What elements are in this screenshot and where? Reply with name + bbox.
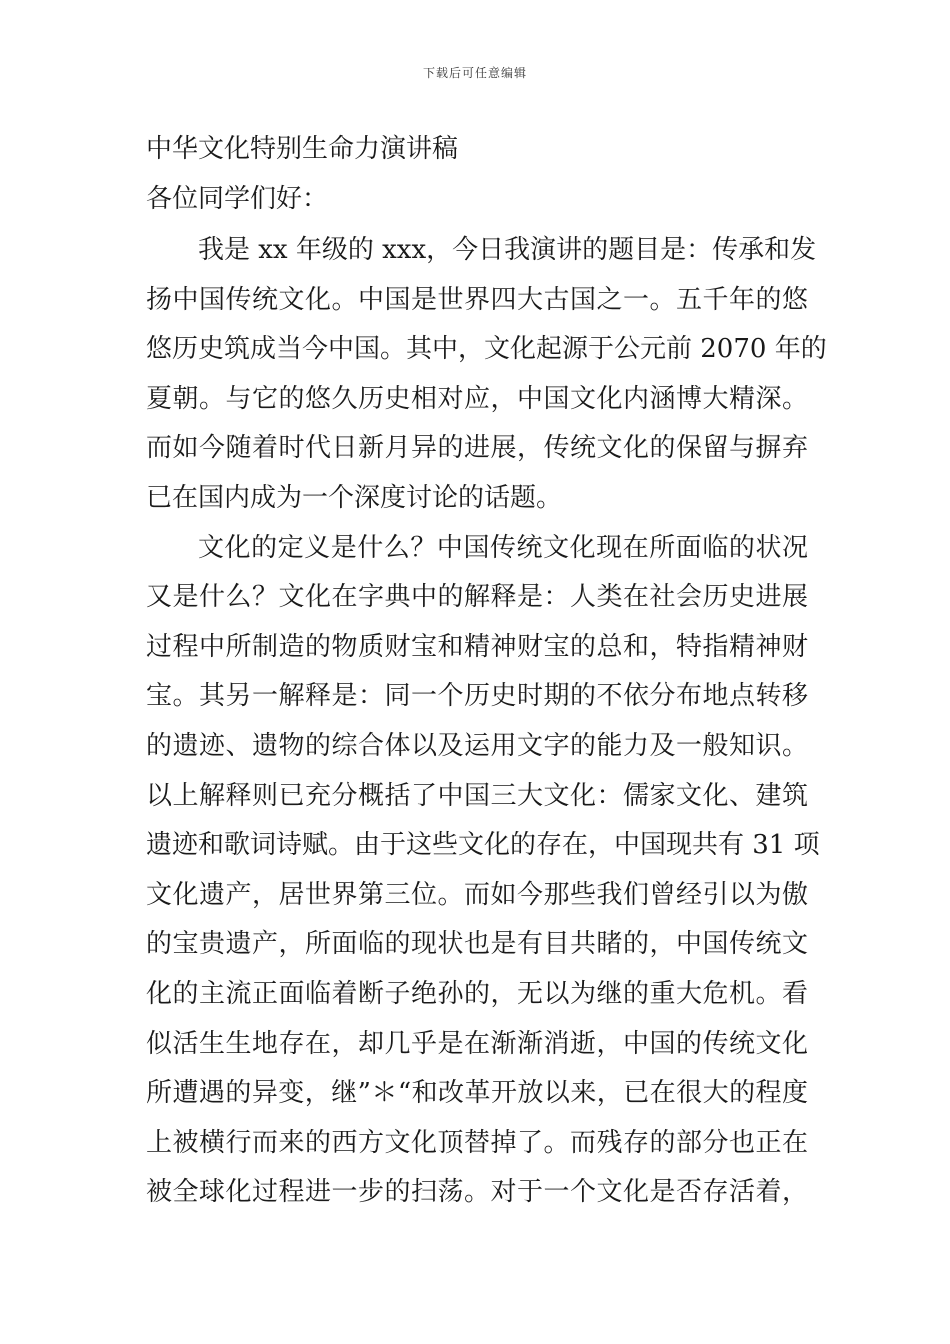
paragraph-line: 似活生生地存在，却几乎是在渐渐消逝，中国的传统文化 (146, 1028, 808, 1059)
paragraph-line: 化的主流正面临着断子绝孙的，无以为继的重大危机。看 (146, 978, 808, 1009)
page-header-note: 下载后可任意编辑 (422, 66, 527, 80)
paragraph-line: 过程中所制造的物质财宝和精神财宝的总和，特指精神财 (146, 631, 808, 662)
paragraph-line: 而如今随着时代日新月异的进展，传统文化的保留与摒弃 (146, 433, 808, 464)
paragraph-line: 所遭遇的异变，继”＊“和改革开放以来，已在很大的程度 (146, 1078, 808, 1109)
document-title: 中华文化特别生命力演讲稿 (146, 134, 459, 164)
paragraph-line: 被全球化过程进一步的扫荡。对于一个文化是否存活着， (146, 1177, 808, 1208)
paragraph-line: 的宝贵遗产，所面临的现状也是有目共睹的，中国传统文 (146, 929, 808, 960)
paragraph-2 (146, 524, 820, 1218)
paragraph-line: 又是什么？文化在字典中的解释是：人类在社会历史进展 (146, 582, 808, 613)
paragraph-line: 夏朝。与它的悠久历史相对应，中国文化内涵博大精深。 (146, 383, 808, 414)
paragraph-line: 文化遗产，居世界第三位。而如今那些我们曾经引以为傲 (146, 879, 808, 910)
paragraph-line: 的遗迹、遗物的综合体以及运用文字的能力及一般知识。 (146, 730, 808, 761)
paragraph-line: 扬中国传统文化。中国是世界四大古国之一。五千年的悠 (146, 284, 808, 315)
paragraph-line: 我是 xx 年级的 xxx，今日我演讲的题目是：传承和发 (198, 235, 817, 265)
paragraph-line: 遗迹和歌词诗赋。由于这些文化的存在，中国现共有 31 项 (146, 830, 820, 861)
paragraph-line: 悠历史筑成当今中国。其中，文化起源于公元前 2070 年的 (146, 334, 827, 365)
paragraph-line: 文化的定义是什么？中国传统文化现在所面临的状况 (198, 532, 808, 563)
paragraph-line: 上被横行而来的西方文化顶替掉了。而残存的部分也正在 (146, 1127, 808, 1158)
paragraph-line: 已在国内成为一个深度讨论的话题。 (146, 482, 563, 513)
paragraph-line: 宝。其另一解释是：同一个历史时期的不依分布地点转移 (146, 681, 808, 712)
paragraph-1 (146, 226, 827, 524)
document-body (146, 127, 827, 1218)
paragraph-line: 以上解释则已充分概括了中国三大文化：儒家文化、建筑 (146, 780, 808, 811)
greeting-line: 各位同学们好： (146, 184, 329, 214)
